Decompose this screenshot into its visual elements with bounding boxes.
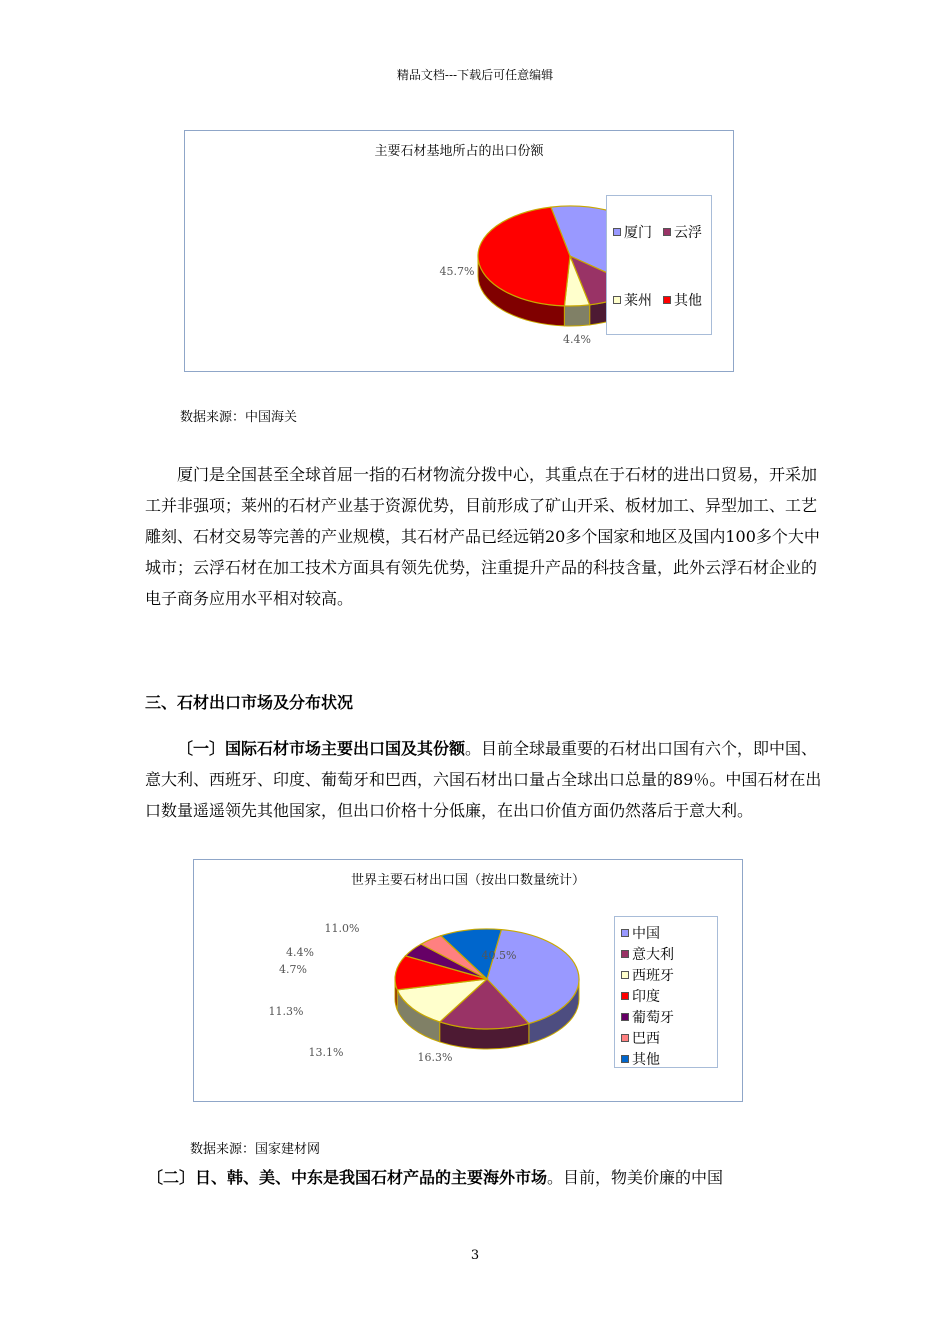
- legend2-item-china: 中国: [621, 923, 660, 943]
- legend1-item-laizhou: 莱州: [613, 290, 652, 310]
- legend1-item-yunfu: 云浮: [663, 222, 702, 242]
- pie-data-label: 16.3%: [417, 1051, 453, 1064]
- legend2-swatch: [621, 1034, 629, 1042]
- pie2-svg: [194, 860, 614, 1095]
- legend2-swatch: [621, 971, 629, 979]
- pie-data-label: 45.7%: [439, 265, 475, 278]
- paragraph-markets: [147, 1162, 827, 1193]
- legend1-item-other: 其他: [663, 290, 702, 310]
- paragraph-exporters-lead: 〔一〕国际石材市场主要出口国及其份额: [177, 739, 466, 758]
- pie-data-label: 13.1%: [308, 1046, 344, 1059]
- legend2-swatch: [621, 992, 629, 1000]
- paragraph-markets-lead: 〔二〕日、韩、美、中东是我国石材产品的主要海外市场: [147, 1168, 548, 1187]
- legend1-item-xiamen: 厦门: [613, 222, 652, 242]
- legend2-item-italy: 意大利: [621, 944, 674, 964]
- legend1-swatch: [663, 228, 671, 236]
- chart1-legend: [606, 195, 712, 335]
- pie1-svg: [185, 131, 605, 361]
- page-number: 3: [470, 1248, 480, 1263]
- legend2-item-india: 印度: [621, 986, 660, 1006]
- paragraph-markets-body: 。目前，物美价廉的中国: [547, 1168, 724, 1187]
- chart1-title: 主要石材基地所占的出口份额: [374, 144, 544, 159]
- pie-data-label: 4.7%: [279, 963, 307, 976]
- paragraph-exporters-body: 。目前全球最重要的石材出口国有六个，即中国、意大利、西班牙、印度、葡萄牙和巴西，六国石材出口量占全球出口总量的89％。中国石材在出口数量遥遥领先其他国家，但出口价格十分低廉，在出口价值方面仍然落后于意大利。: [145, 739, 822, 820]
- legend2-item-spain: 西班牙: [621, 965, 674, 985]
- chart1-source: 数据来源：中国海关: [180, 410, 298, 425]
- legend2-item-portugal: 葡萄牙: [621, 1007, 674, 1027]
- legend1-swatch: [613, 296, 621, 304]
- chart2-legend: [614, 916, 718, 1068]
- legend2-swatch: [621, 950, 629, 958]
- pie-data-label: 40.5%: [481, 949, 517, 962]
- pie-data-label: 11.0%: [324, 922, 360, 935]
- legend2-swatch: [621, 1013, 629, 1021]
- legend2-item-other: 其他: [621, 1049, 660, 1069]
- legend1-swatch: [663, 296, 671, 304]
- pie-data-label: 11.3%: [268, 1005, 304, 1018]
- legend1-swatch: [613, 228, 621, 236]
- chart-export-share-bases: [184, 130, 734, 372]
- pie-slice-side: [564, 305, 589, 326]
- page-header: 精品文档---下载后可任意编辑: [396, 68, 554, 82]
- legend2-item-brazil: 巴西: [621, 1028, 660, 1048]
- chart2-source: 数据来源：国家建材网: [190, 1142, 321, 1157]
- pie-data-label: 4.4%: [563, 333, 591, 346]
- legend2-swatch: [621, 1055, 629, 1063]
- paragraph-bases: 厦门是全国甚至全球首屈一指的石材物流分拨中心，其重点在于石材的进出口贸易，开采加工并非强项；莱州的石材产业基于资源优势，目前形成了矿山开采、板材加工、异型加工、工艺雕刻、石材交易等完善的产业规模，其石材产品已经远销20多个国家和地区及国内100多个大中城市；云浮石材在加工技术方面具有领先优势，注重提升产品的科技含量，此外云浮石材企业的电子商务应用水平相对较高。: [145, 465, 820, 608]
- pie-data-label: 4.4%: [286, 946, 314, 959]
- paragraph-exporters: [145, 733, 825, 826]
- chart-world-exporters: [193, 859, 743, 1102]
- section-heading-3: 三、石材出口市场及分布状况: [145, 693, 354, 712]
- chart2-title: 世界主要石材出口国（按出口数量统计）: [350, 873, 585, 888]
- legend2-swatch: [621, 929, 629, 937]
